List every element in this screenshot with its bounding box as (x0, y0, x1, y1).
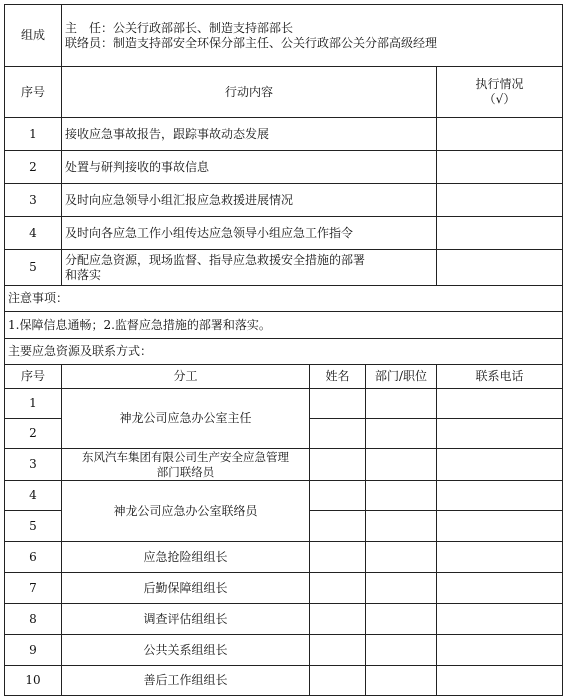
contact-phone-cell[interactable] (437, 573, 563, 604)
contact-duty: 后勤保障组组长 (62, 573, 310, 604)
contact-phone-cell[interactable] (437, 604, 563, 635)
group-members (62, 5, 563, 67)
action-row (5, 118, 563, 151)
contact-no: 6 (5, 542, 62, 573)
contact-row (5, 389, 563, 419)
actions-header-status (437, 67, 563, 118)
action-row (5, 217, 563, 250)
action-row (5, 250, 563, 286)
contact-dept-cell[interactable] (366, 481, 437, 511)
action-no: 2 (5, 151, 62, 184)
status-header-line1: 执行情况 (475, 77, 524, 91)
contact-duty: 公共关系组组长 (62, 635, 310, 666)
actions-header-content: 行动内容 (62, 67, 437, 118)
contact-dept-cell[interactable] (366, 389, 437, 419)
contact-phone-cell[interactable] (437, 449, 563, 481)
action-no: 1 (5, 118, 62, 151)
contact-name-cell[interactable] (310, 481, 366, 511)
contact-name-cell[interactable] (310, 573, 366, 604)
contacts-header-no: 序号 (5, 365, 62, 389)
group-liaison: 联络员：制造支持部安全环保分部主任、公关行政部公关分部高级经理 (65, 35, 438, 50)
contact-no: 9 (5, 635, 62, 666)
action-status-cell[interactable] (437, 250, 563, 286)
contact-dept-cell[interactable] (366, 449, 437, 481)
status-header-line2: （√） (483, 92, 516, 106)
contact-row (5, 542, 563, 573)
action-content: 及时向各应急工作小组传达应急领导小组应急工作指令 (62, 217, 437, 250)
contact-row (5, 666, 563, 696)
action-content: 处置与研判接收的事故信息 (62, 151, 437, 184)
contacts-header-phone: 联系电话 (437, 365, 563, 389)
action-row (5, 151, 563, 184)
contact-duty: 善后工作组组长 (62, 666, 310, 696)
action-status-cell[interactable] (437, 151, 563, 184)
action-content: 接收应急事故报告，跟踪事故动态发展 (62, 118, 437, 151)
contact-dept-cell[interactable] (366, 511, 437, 542)
action-row (5, 184, 563, 217)
contact-phone-cell[interactable] (437, 389, 563, 419)
contact-no: 7 (5, 573, 62, 604)
group-director: 主 任：公关行政部部长、制造支持部部长 (65, 20, 294, 35)
action-content (62, 250, 437, 286)
emergency-duty-table (4, 4, 563, 696)
contact-name-cell[interactable] (310, 511, 366, 542)
contact-no: 2 (5, 419, 62, 449)
action-content-line2: 和落实 (65, 267, 102, 282)
contact-name-cell[interactable] (310, 419, 366, 449)
action-status-cell[interactable] (437, 184, 563, 217)
contact-row (5, 604, 563, 635)
contact-duty: 神龙公司应急办公室主任 (62, 389, 310, 449)
notes-body-row (5, 312, 563, 339)
contact-dept-cell[interactable] (366, 419, 437, 449)
contact-name-cell[interactable] (310, 449, 366, 481)
contact-no: 10 (5, 666, 62, 696)
contact-dept-cell[interactable] (366, 635, 437, 666)
contact-name-cell[interactable] (310, 542, 366, 573)
actions-header-row (5, 67, 563, 118)
contact-no: 3 (5, 449, 62, 481)
action-no: 4 (5, 217, 62, 250)
contact-name-cell[interactable] (310, 635, 366, 666)
contact-phone-cell[interactable] (437, 542, 563, 573)
action-status-cell[interactable] (437, 118, 563, 151)
contact-duty: 调查评估组组长 (62, 604, 310, 635)
notes-body: 1.保障信息通畅；2.监督应急措施的部署和落实。 (5, 312, 563, 339)
contact-phone-cell[interactable] (437, 511, 563, 542)
contact-row (5, 573, 563, 604)
contact-no: 5 (5, 511, 62, 542)
contact-name-cell[interactable] (310, 604, 366, 635)
contact-name-cell[interactable] (310, 666, 366, 696)
contacts-header-dept: 部门/职位 (366, 365, 437, 389)
contact-phone-cell[interactable] (437, 666, 563, 696)
contact-no: 8 (5, 604, 62, 635)
contacts-header-row (5, 365, 563, 389)
contact-duty: 神龙公司应急办公室联络员 (62, 481, 310, 542)
contact-phone-cell[interactable] (437, 481, 563, 511)
contact-no: 4 (5, 481, 62, 511)
contact-phone-cell[interactable] (437, 635, 563, 666)
contact-dept-cell[interactable] (366, 573, 437, 604)
contact-duty-line2: 部门联络员 (156, 464, 215, 479)
contacts-title: 主要应急资源及联系方式： (5, 339, 563, 365)
contact-no: 1 (5, 389, 62, 419)
group-label: 组成 (5, 5, 62, 67)
action-status-cell[interactable] (437, 217, 563, 250)
contact-row (5, 449, 563, 481)
action-content: 及时向应急领导小组汇报应急救援进展情况 (62, 184, 437, 217)
group-row (5, 5, 563, 67)
action-no: 5 (5, 250, 62, 286)
contact-duty: 应急抢险组组长 (62, 542, 310, 573)
contacts-title-row (5, 339, 563, 365)
contact-dept-cell[interactable] (366, 542, 437, 573)
action-content-line1: 分配应急资源，现场监督、指导应急救援安全措施的部署 (65, 252, 366, 267)
actions-header-no: 序号 (5, 67, 62, 118)
contact-phone-cell[interactable] (437, 419, 563, 449)
contacts-header-name: 姓名 (310, 365, 366, 389)
contact-duty (62, 449, 310, 481)
contact-row (5, 481, 563, 511)
contact-row (5, 635, 563, 666)
contact-name-cell[interactable] (310, 389, 366, 419)
contact-dept-cell[interactable] (366, 604, 437, 635)
notes-title: 注意事项： (5, 286, 563, 312)
notes-title-row (5, 286, 563, 312)
contact-dept-cell[interactable] (366, 666, 437, 696)
contacts-header-duty: 分工 (62, 365, 310, 389)
action-no: 3 (5, 184, 62, 217)
contact-duty-line1: 东风汽车集团有限公司生产安全应急管理 (82, 449, 289, 464)
